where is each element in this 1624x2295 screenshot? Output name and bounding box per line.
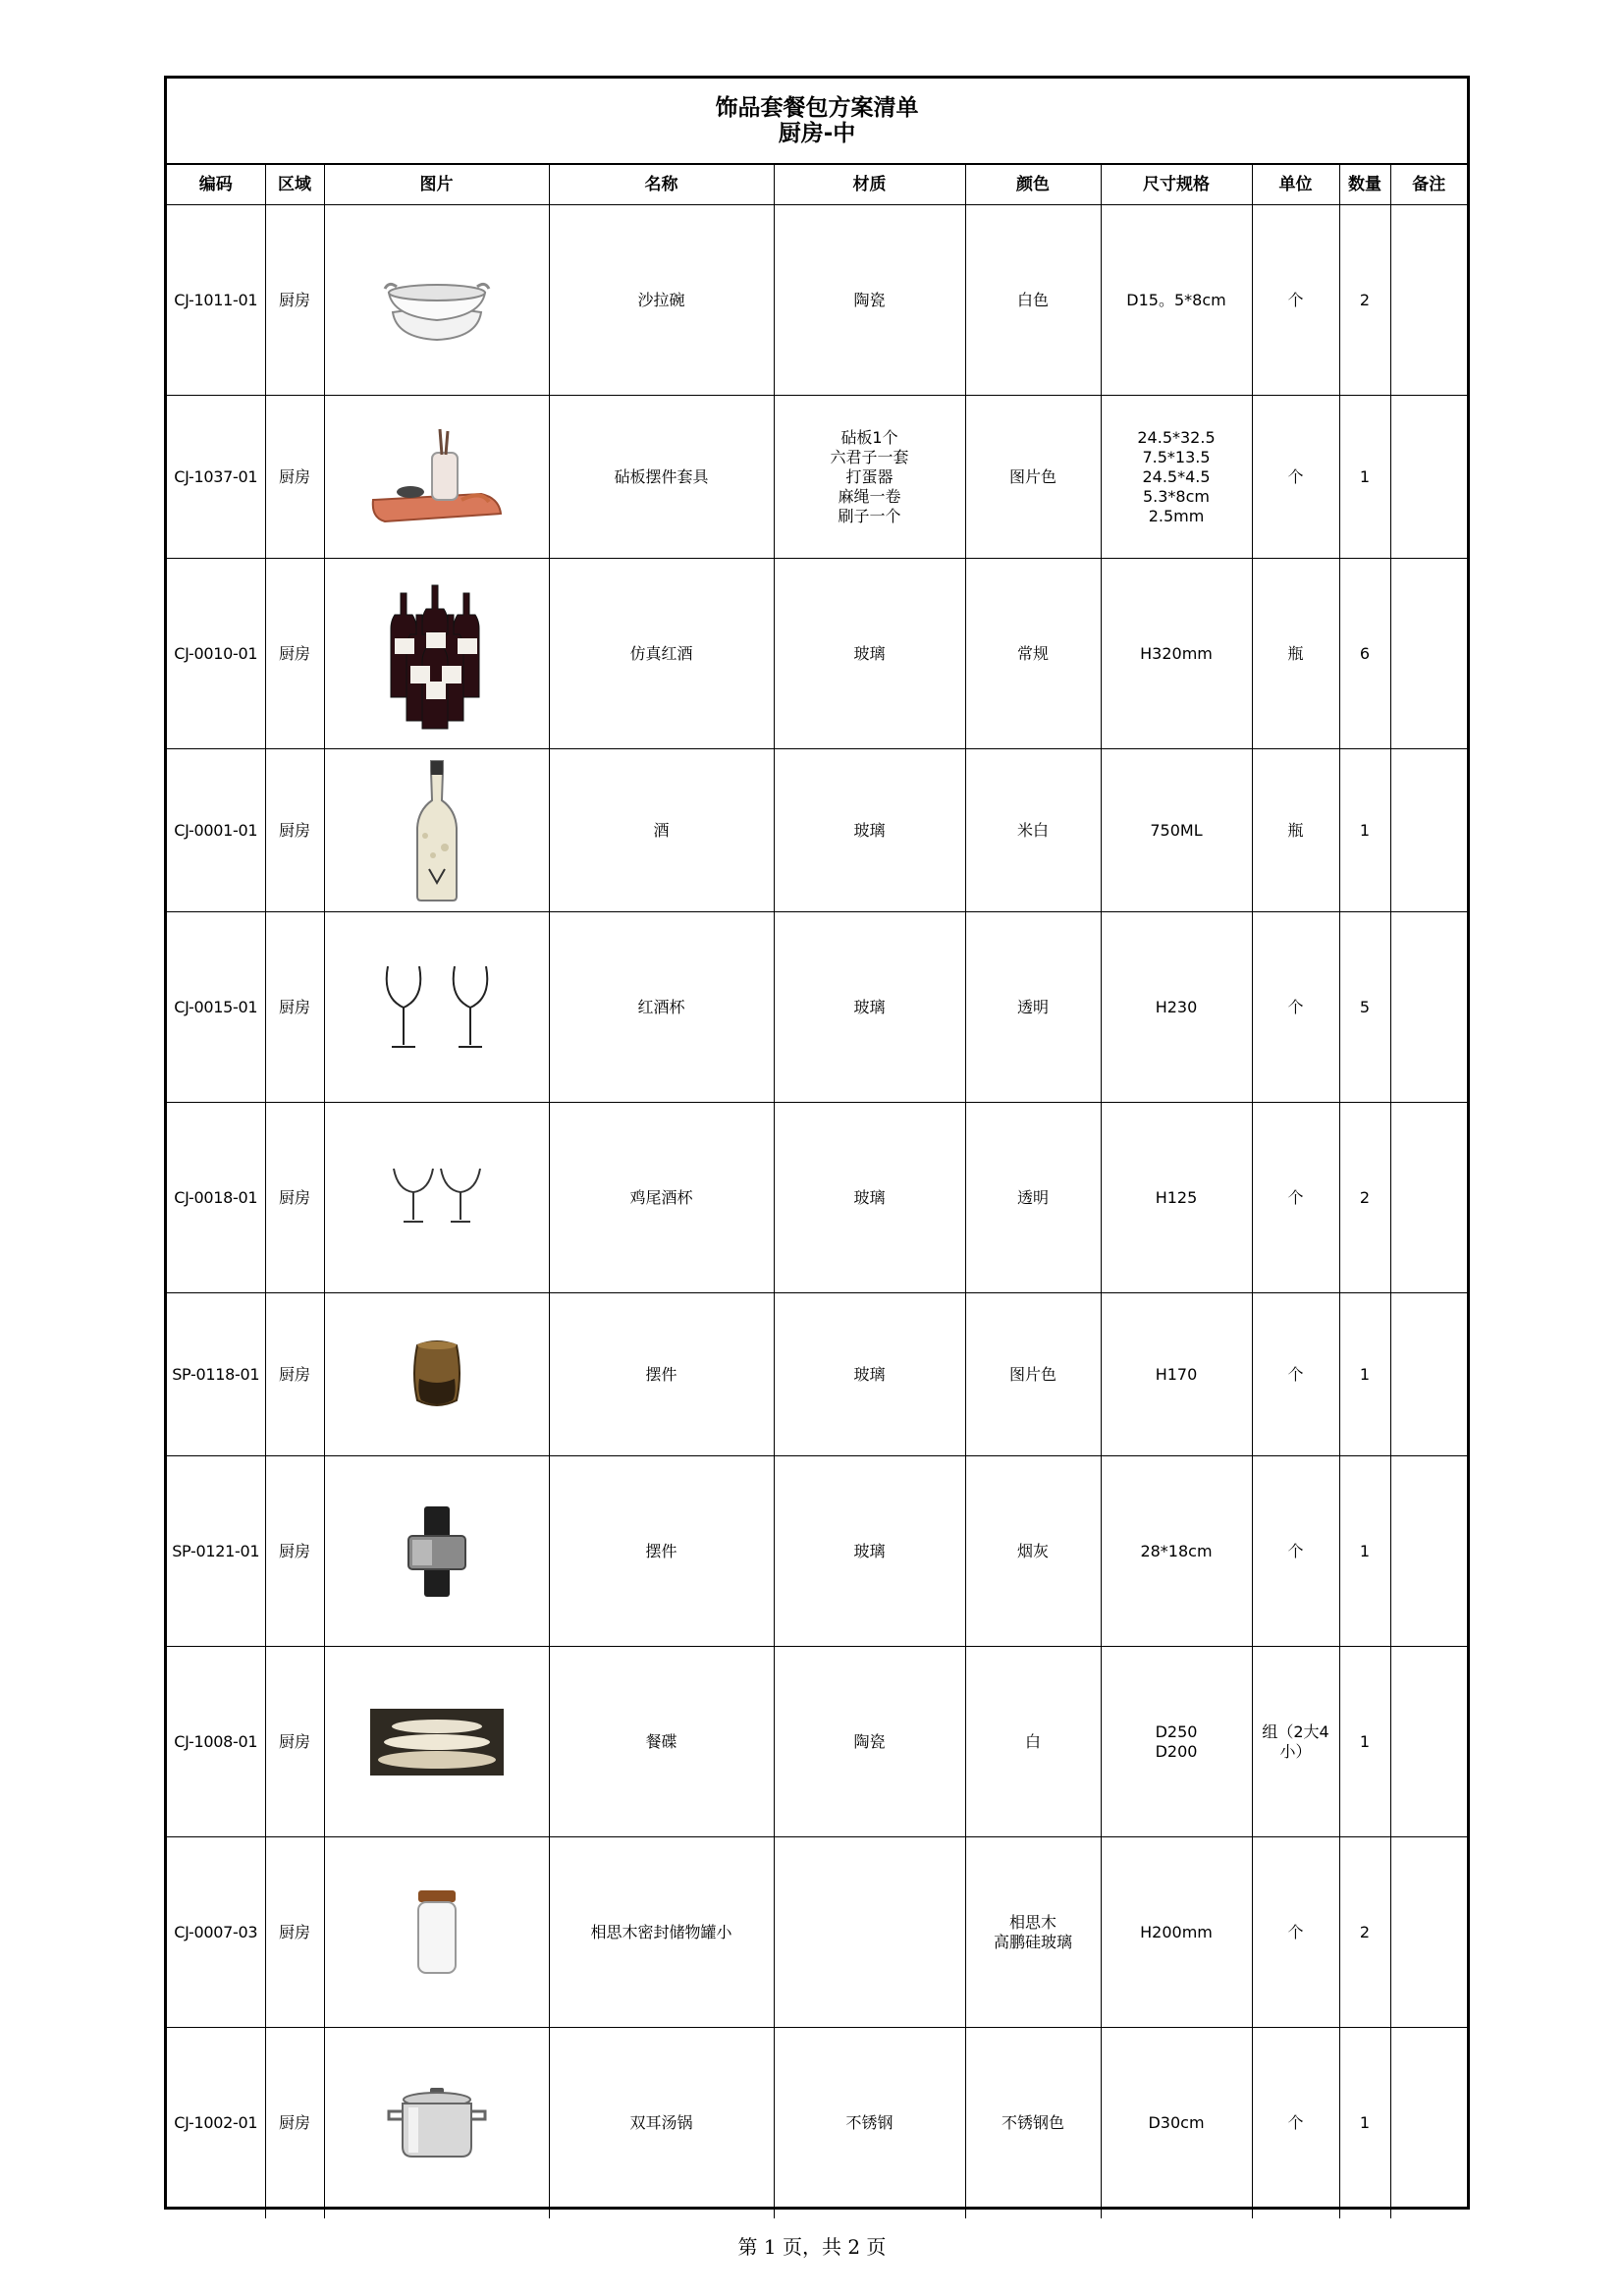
item-unit: 个 — [1252, 1293, 1339, 1456]
item-note — [1390, 396, 1467, 559]
item-area: 厨房 — [265, 1103, 324, 1293]
item-code: CJ-1008-01 — [167, 1647, 265, 1837]
item-size: H320mm — [1101, 559, 1252, 749]
title-band — [167, 79, 1467, 165]
item-material: 玻璃 — [774, 559, 965, 749]
salad-bowl-icon — [383, 251, 491, 350]
item-code: SP-0121-01 — [167, 1456, 265, 1647]
item-size: H230 — [1101, 912, 1252, 1103]
item-code: CJ-0015-01 — [167, 912, 265, 1103]
item-unit: 瓶 — [1252, 749, 1339, 912]
item-name: 沙拉碗 — [549, 205, 774, 396]
item-qty: 1 — [1339, 1647, 1390, 1837]
item-area: 厨房 — [265, 559, 324, 749]
item-note — [1390, 2028, 1467, 2218]
item-note — [1390, 912, 1467, 1103]
column-header-area: 区域 — [265, 165, 324, 205]
item-material: 玻璃 — [774, 1293, 965, 1456]
item-qty: 2 — [1339, 1837, 1390, 2028]
item-unit: 组（2大4小） — [1252, 1647, 1339, 1837]
item-material: 不锈钢 — [774, 2028, 965, 2218]
table-row — [167, 205, 1467, 396]
item-code: CJ-1011-01 — [167, 205, 265, 396]
cocktail-glasses-icon — [388, 1159, 486, 1237]
page-subtitle: 厨房-中 — [778, 121, 856, 146]
item-qty: 1 — [1339, 1456, 1390, 1647]
item-area: 厨房 — [265, 1647, 324, 1837]
item-size: H170 — [1101, 1293, 1252, 1456]
table-row — [167, 1837, 1467, 2028]
item-code: CJ-0007-03 — [167, 1837, 265, 2028]
item-material: 砧板1个 六君子一套 打蛋器 麻绳一卷 刷子一个 — [830, 427, 909, 525]
item-name: 酒 — [549, 749, 774, 912]
item-material: 玻璃 — [774, 1456, 965, 1647]
item-code: CJ-0010-01 — [167, 559, 265, 749]
column-header-color: 颜色 — [965, 165, 1101, 205]
item-color: 烟灰 — [965, 1456, 1101, 1647]
item-name: 摆件 — [549, 1293, 774, 1456]
item-unit: 瓶 — [1252, 559, 1339, 749]
storage-jar-icon — [412, 1888, 461, 1977]
item-name: 餐碟 — [549, 1647, 774, 1837]
item-material: 陶瓷 — [774, 205, 965, 396]
item-unit: 个 — [1252, 1456, 1339, 1647]
table-row — [167, 1647, 1467, 1837]
item-unit: 个 — [1252, 2028, 1339, 2218]
item-area: 厨房 — [265, 1837, 324, 2028]
item-size: H200mm — [1101, 1837, 1252, 2028]
item-size: 28*18cm — [1101, 1456, 1252, 1647]
item-size: D250 D200 — [1155, 1721, 1198, 1761]
item-note — [1390, 559, 1467, 749]
item-material: 陶瓷 — [774, 1647, 965, 1837]
item-size: D30cm — [1101, 2028, 1252, 2218]
item-unit: 个 — [1252, 912, 1339, 1103]
item-color: 白色 — [965, 205, 1101, 396]
item-material: 玻璃 — [774, 749, 965, 912]
item-name: 相思木密封储物罐小 — [549, 1837, 774, 2028]
item-note — [1390, 1103, 1467, 1293]
item-name: 双耳汤锅 — [549, 2028, 774, 2218]
column-header-qty: 数量 — [1339, 165, 1390, 205]
item-qty: 1 — [1339, 396, 1390, 559]
item-color: 图片色 — [965, 1293, 1101, 1456]
table-row — [167, 749, 1467, 912]
item-color: 常规 — [965, 559, 1101, 749]
item-note — [1390, 1837, 1467, 2028]
soup-pot-icon — [383, 2084, 491, 2162]
item-material: 玻璃 — [774, 912, 965, 1103]
smoke-vase-icon — [403, 1503, 471, 1601]
item-note — [1390, 205, 1467, 396]
item-color: 不锈钢色 — [965, 2028, 1101, 2218]
item-code: CJ-1037-01 — [167, 396, 265, 559]
table-row — [167, 1293, 1467, 1456]
amber-vase-icon — [407, 1336, 466, 1414]
item-material: 玻璃 — [774, 1103, 965, 1293]
item-color: 米白 — [965, 749, 1101, 912]
item-area: 厨房 — [265, 205, 324, 396]
item-color: 图片色 — [965, 396, 1101, 559]
item-color: 相思木 高鹏硅玻璃 — [993, 1912, 1072, 1951]
header-row — [167, 165, 1467, 205]
item-size: 24.5*32.5 7.5*13.5 24.5*4.5 5.3*8cm 2.5mm — [1137, 427, 1216, 525]
column-header-picture: 图片 — [324, 165, 549, 205]
item-unit: 个 — [1252, 205, 1339, 396]
item-unit: 个 — [1252, 1837, 1339, 2028]
item-area: 厨房 — [265, 1456, 324, 1647]
item-note — [1390, 1456, 1467, 1647]
item-unit: 个 — [1252, 1103, 1339, 1293]
item-qty: 2 — [1339, 1103, 1390, 1293]
item-name: 仿真红酒 — [549, 559, 774, 749]
column-header-material: 材质 — [774, 165, 965, 205]
column-header-name: 名称 — [549, 165, 774, 205]
item-area: 厨房 — [265, 396, 324, 559]
item-color: 透明 — [965, 912, 1101, 1103]
item-qty: 1 — [1339, 2028, 1390, 2218]
item-code: CJ-0018-01 — [167, 1103, 265, 1293]
item-qty: 1 — [1339, 1293, 1390, 1456]
item-name: 摆件 — [549, 1456, 774, 1647]
item-material — [774, 1837, 965, 2028]
item-area: 厨房 — [265, 2028, 324, 2218]
item-note — [1390, 749, 1467, 912]
item-qty: 6 — [1339, 559, 1390, 749]
table-row — [167, 2028, 1467, 2218]
item-color: 透明 — [965, 1103, 1101, 1293]
item-area: 厨房 — [265, 1293, 324, 1456]
page-title: 饰品套餐包方案清单 — [715, 95, 919, 121]
item-name: 红酒杯 — [549, 912, 774, 1103]
item-unit: 个 — [1252, 396, 1339, 559]
dinner-plates-icon — [370, 1709, 504, 1776]
item-size: H125 — [1101, 1103, 1252, 1293]
item-note — [1390, 1293, 1467, 1456]
red-wine-bottles-icon — [383, 575, 491, 733]
item-area: 厨房 — [265, 749, 324, 912]
items-table — [167, 165, 1467, 2218]
item-name: 砧板摆件套具 — [549, 396, 774, 559]
table-row — [167, 1456, 1467, 1647]
wine-bottle-icon — [407, 757, 466, 904]
item-size: 750ML — [1101, 749, 1252, 912]
table-row — [167, 559, 1467, 749]
item-code: CJ-1002-01 — [167, 2028, 265, 2218]
table-row — [167, 912, 1467, 1103]
column-header-size: 尺寸规格 — [1101, 165, 1252, 205]
item-qty: 5 — [1339, 912, 1390, 1103]
page-number: 第 1 页，共 2 页 — [737, 2235, 887, 2259]
cutting-board-set-icon — [363, 423, 511, 531]
column-header-note: 备注 — [1390, 165, 1467, 205]
quote-sheet — [164, 76, 1470, 2210]
item-note — [1390, 1647, 1467, 1837]
item-qty: 1 — [1339, 749, 1390, 912]
item-qty: 2 — [1339, 205, 1390, 396]
item-color: 白 — [965, 1647, 1101, 1837]
item-size: D15。5*8cm — [1101, 205, 1252, 396]
item-name: 鸡尾酒杯 — [549, 1103, 774, 1293]
table-row — [167, 1103, 1467, 1293]
item-code: CJ-0001-01 — [167, 749, 265, 912]
wine-glasses-icon — [378, 958, 496, 1057]
column-header-unit: 单位 — [1252, 165, 1339, 205]
item-area: 厨房 — [265, 912, 324, 1103]
table-row — [167, 396, 1467, 559]
column-header-code: 编码 — [167, 165, 265, 205]
item-code: SP-0118-01 — [167, 1293, 265, 1456]
